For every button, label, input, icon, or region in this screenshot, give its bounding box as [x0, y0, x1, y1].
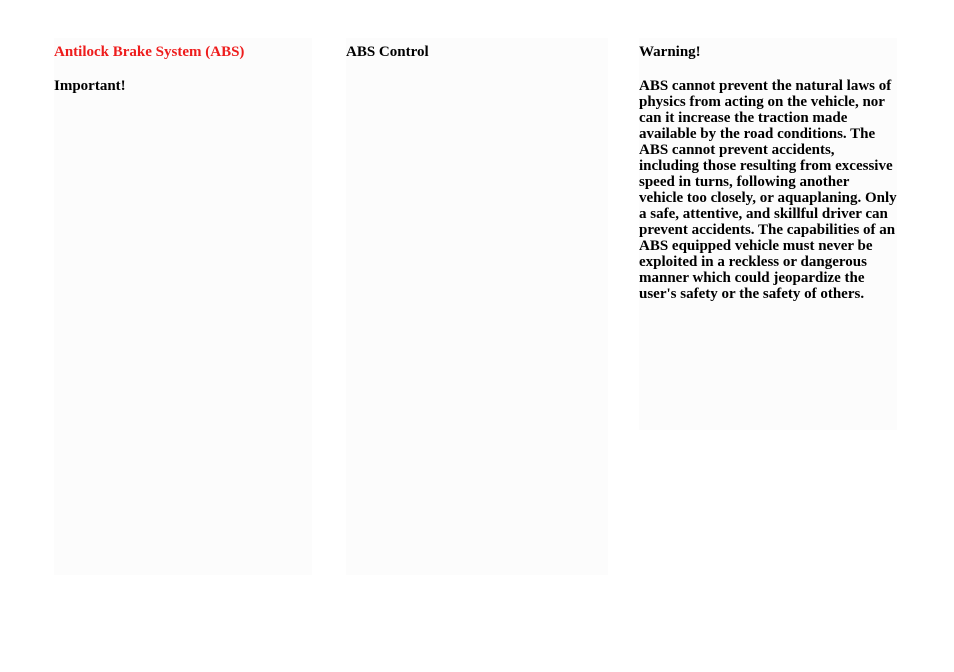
column-2-panel	[346, 38, 608, 575]
column-warning	[639, 38, 897, 302]
important-heading: Important!	[54, 78, 126, 94]
column-abs-control	[346, 38, 608, 61]
warning-heading: Warning!	[639, 44, 701, 60]
column-1-panel	[54, 38, 312, 575]
column-abs-overview	[54, 38, 312, 95]
abs-control-heading: ABS Control	[346, 44, 429, 60]
warning-body: ABS cannot prevent the natural laws of physics from acting on the vehicle, nor can it increase the traction made available by the road conditions. The ABS cannot prevent accidents, including those resulting from excessive speed in turns, following another vehicle too closely, or aquaplaning. Only a safe, attentive, and skillful driver can prevent accidents. The capabilities of an ABS equipped vehicle must never be exploited in a reckless or dangerous manner which could jeopardize the user's safety or the safety of others.	[639, 78, 897, 302]
section-title: Antilock Brake System (ABS)	[54, 44, 245, 60]
